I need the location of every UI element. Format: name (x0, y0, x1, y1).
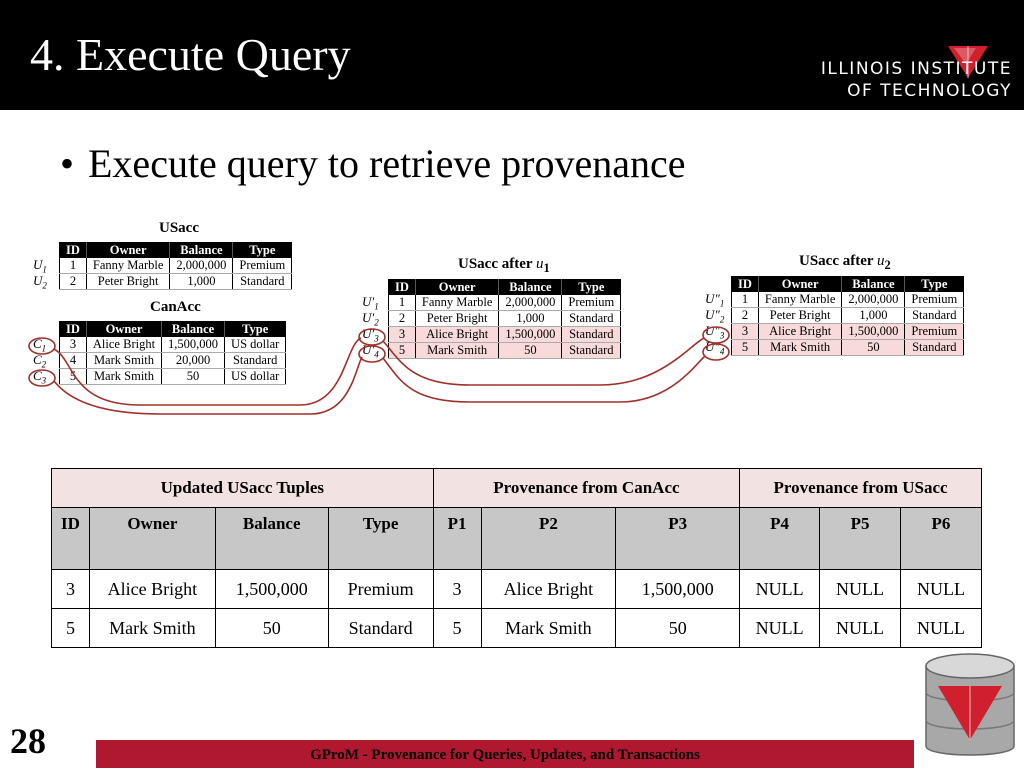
column-header-p1: P1 (433, 508, 481, 570)
logo-line1: ILLINOIS INSTITUTE (820, 59, 1012, 79)
usacc_u1-col-type: Type (562, 280, 621, 296)
table-cell: Standard (562, 311, 621, 327)
bullet-dot-icon: • (60, 141, 75, 186)
table-cell: Mark Smith (415, 343, 498, 359)
row-label-var: U″ (705, 338, 720, 354)
page-number: 28 (10, 721, 46, 761)
table-cell: NULL (901, 570, 982, 609)
table-cell: 20,000 (162, 353, 225, 369)
table-cell: NULL (740, 609, 820, 648)
column-header-type: Type (328, 508, 433, 570)
usacc-u2-caption-var: u (877, 253, 885, 269)
table-cell: 3 (60, 337, 87, 353)
table-cell: 5 (52, 609, 90, 648)
table-cell: 1,500,000 (616, 570, 740, 609)
usacc-u1-caption-sub: 1 (543, 261, 550, 275)
column-header-p5: P5 (820, 508, 901, 570)
table-cell: US dollar (225, 369, 286, 385)
row-label-var: U″ (705, 291, 720, 306)
row-label-sub: 3 (719, 330, 725, 341)
canacc-col-type: Type (225, 322, 286, 338)
row-label-sub: 4 (374, 349, 379, 360)
link-u1-3-u2-3 (383, 338, 704, 385)
table-cell: Premium (905, 324, 964, 340)
usacc-col-id: ID (60, 243, 87, 259)
row-label-sub: 2 (42, 280, 47, 291)
group-header: Updated USacc Tuples (52, 469, 434, 508)
usacc_u2-col-balance: Balance (842, 277, 905, 293)
table-cell: 2,000,000 (499, 295, 562, 311)
canacc-col-owner: Owner (86, 322, 161, 338)
table-cell: 1 (60, 258, 87, 274)
table-cell: Premium (562, 295, 621, 311)
table-cell: 1,500,000 (162, 337, 225, 353)
table-cell: 1 (732, 292, 759, 308)
row-label-sub: 1 (41, 343, 47, 354)
usacc-col-type: Type (233, 243, 292, 259)
link-u1-4-u2-4 (383, 356, 705, 402)
canacc-col-id: ID (60, 322, 87, 338)
table-cell: 1,500,000 (842, 324, 905, 340)
row-label-sub: 2 (719, 314, 725, 325)
row-label-var: U″ (705, 322, 720, 338)
table-cell: Peter Bright (415, 311, 498, 327)
table-cell: Standard (905, 308, 964, 324)
column-header-balance: Balance (215, 508, 328, 570)
footer-bar: GProM - Provenance for Queries, Updates, and Transactions (96, 740, 914, 768)
table-cell: 3 (732, 324, 759, 340)
row-label-sub: 3 (41, 375, 47, 386)
table-cell: 1 (389, 295, 416, 311)
column-header-id: ID (52, 508, 90, 570)
group-header: Provenance from CanAcc (433, 469, 740, 508)
table-cell: Mark Smith (86, 353, 161, 369)
row-label-sub: 1 (374, 301, 379, 312)
row-label-sub: 4 (719, 346, 725, 357)
row-label-var: U (33, 257, 43, 272)
table-cell: Mark Smith (86, 369, 161, 385)
table-cell: Standard (225, 353, 286, 369)
c1-circle (29, 338, 55, 354)
u1-4-circle (359, 346, 385, 362)
usacc-u1-caption-var: u (536, 256, 544, 272)
row-label-var: U′ (362, 325, 375, 341)
row-label-sub: 3 (374, 333, 379, 344)
table-cell: Alice Bright (758, 324, 841, 340)
table-cell: Mark Smith (758, 340, 841, 356)
usacc_u1-col-balance: Balance (499, 280, 562, 296)
table-cell: Alice Bright (481, 570, 616, 609)
column-header-row (52, 508, 982, 570)
table-cell: US dollar (225, 337, 286, 353)
column-header-p3: P3 (616, 508, 740, 570)
row-label-sub: 2 (374, 317, 379, 328)
table-cell: Premium (328, 570, 433, 609)
row-label-var: C (33, 367, 42, 383)
table-cell: 4 (60, 353, 87, 369)
row-label-var: U′ (362, 294, 375, 309)
table-cell: 1,000 (499, 311, 562, 327)
row-label-var: U (33, 272, 43, 288)
usacc-col-owner: Owner (86, 243, 169, 259)
column-header-p4: P4 (740, 508, 820, 570)
table-cell: 2 (60, 274, 87, 290)
logo-line2: OF TECHNOLOGY (847, 81, 1012, 101)
canacc-col-balance: Balance (162, 322, 225, 338)
table-cell: Fanny Marble (415, 295, 498, 311)
row-label-var: U′ (362, 309, 375, 325)
row-label-sub: 1 (719, 298, 725, 309)
table-cell: NULL (740, 570, 820, 609)
c3-circle (29, 367, 55, 386)
table-cell: NULL (820, 609, 901, 648)
table-cell: Mark Smith (89, 609, 215, 648)
usacc-u2-caption-text: USacc after (799, 253, 874, 269)
usacc_u2-col-owner: Owner (758, 277, 841, 293)
table-cell: Standard (562, 343, 621, 359)
row-label-var: U″ (705, 306, 720, 322)
u2-4-circle (703, 344, 729, 360)
u1-3-circle (359, 329, 385, 345)
table-cell: 50 (842, 340, 905, 356)
usacc_u2-col-id: ID (732, 277, 759, 293)
table-cell: Alice Bright (415, 327, 498, 343)
table-cell: 3 (389, 327, 416, 343)
table-cell: Standard (328, 609, 433, 648)
table-cell: NULL (820, 570, 901, 609)
slide-title: 4. Execute Query (30, 29, 351, 80)
table-cell: Peter Bright (758, 308, 841, 324)
column-header-p2: P2 (481, 508, 616, 570)
usacc_u1-col-id: ID (389, 280, 416, 296)
table-row (52, 609, 982, 648)
table-cell: 50 (162, 369, 225, 385)
table-cell: Premium (905, 292, 964, 308)
table-cell: 1,500,000 (499, 327, 562, 343)
table-cell: 5 (60, 369, 87, 385)
row-label-var: C (33, 351, 42, 367)
provenance-result-table (51, 468, 982, 648)
bullet-text: Execute query to retrieve provenance (88, 141, 686, 186)
table-cell: Fanny Marble (86, 258, 169, 274)
table-cell: 1,000 (842, 308, 905, 324)
table-cell: 2,000,000 (170, 258, 233, 274)
table-cell: NULL (901, 609, 982, 648)
usacc-caption: USacc (159, 220, 199, 236)
row-label-var: C (33, 336, 42, 351)
usacc_u1-col-owner: Owner (415, 280, 498, 296)
table-cell: 2,000,000 (842, 292, 905, 308)
table-cell: 50 (215, 609, 328, 648)
group-header-row (52, 469, 982, 508)
database-logo-icon (920, 648, 1020, 764)
table-cell: Standard (233, 274, 292, 290)
table-cell: 1,000 (170, 274, 233, 290)
table-cell: 5 (389, 343, 416, 359)
usacc_u2-col-type: Type (905, 277, 964, 293)
row-label-sub: 2 (41, 359, 47, 370)
usacc-u2-caption-sub: 2 (884, 258, 891, 272)
table-cell: 3 (52, 570, 90, 609)
table-cell: 2 (732, 308, 759, 324)
column-header-p6: P6 (901, 508, 982, 570)
table-row (52, 570, 982, 609)
table-cell: Standard (905, 340, 964, 356)
canacc-caption: CanAcc (150, 299, 201, 315)
table-cell: Alice Bright (86, 337, 161, 353)
table-cell: Peter Bright (86, 274, 169, 290)
row-label-sub: 1 (42, 264, 47, 275)
row-label-var: U′ (362, 341, 375, 357)
table-cell: Alice Bright (89, 570, 215, 609)
table-cell: 3 (433, 570, 481, 609)
usacc-col-balance: Balance (170, 243, 233, 259)
table-cell: 1,500,000 (215, 570, 328, 609)
table-cell: 5 (433, 609, 481, 648)
column-header-owner: Owner (89, 508, 215, 570)
table-cell: 5 (732, 340, 759, 356)
table-cell: 50 (616, 609, 740, 648)
u2-3-circle (703, 327, 729, 343)
table-cell: 2 (389, 311, 416, 327)
table-cell: Mark Smith (481, 609, 616, 648)
table-cell: Premium (233, 258, 292, 274)
table-cell: 50 (499, 343, 562, 359)
table-cell: Standard (562, 327, 621, 343)
table-cell: Fanny Marble (758, 292, 841, 308)
link-c1-u1-3 (54, 338, 361, 405)
usacc-u1-caption-text: USacc after (458, 256, 533, 272)
group-header: Provenance from USacc (740, 469, 982, 508)
